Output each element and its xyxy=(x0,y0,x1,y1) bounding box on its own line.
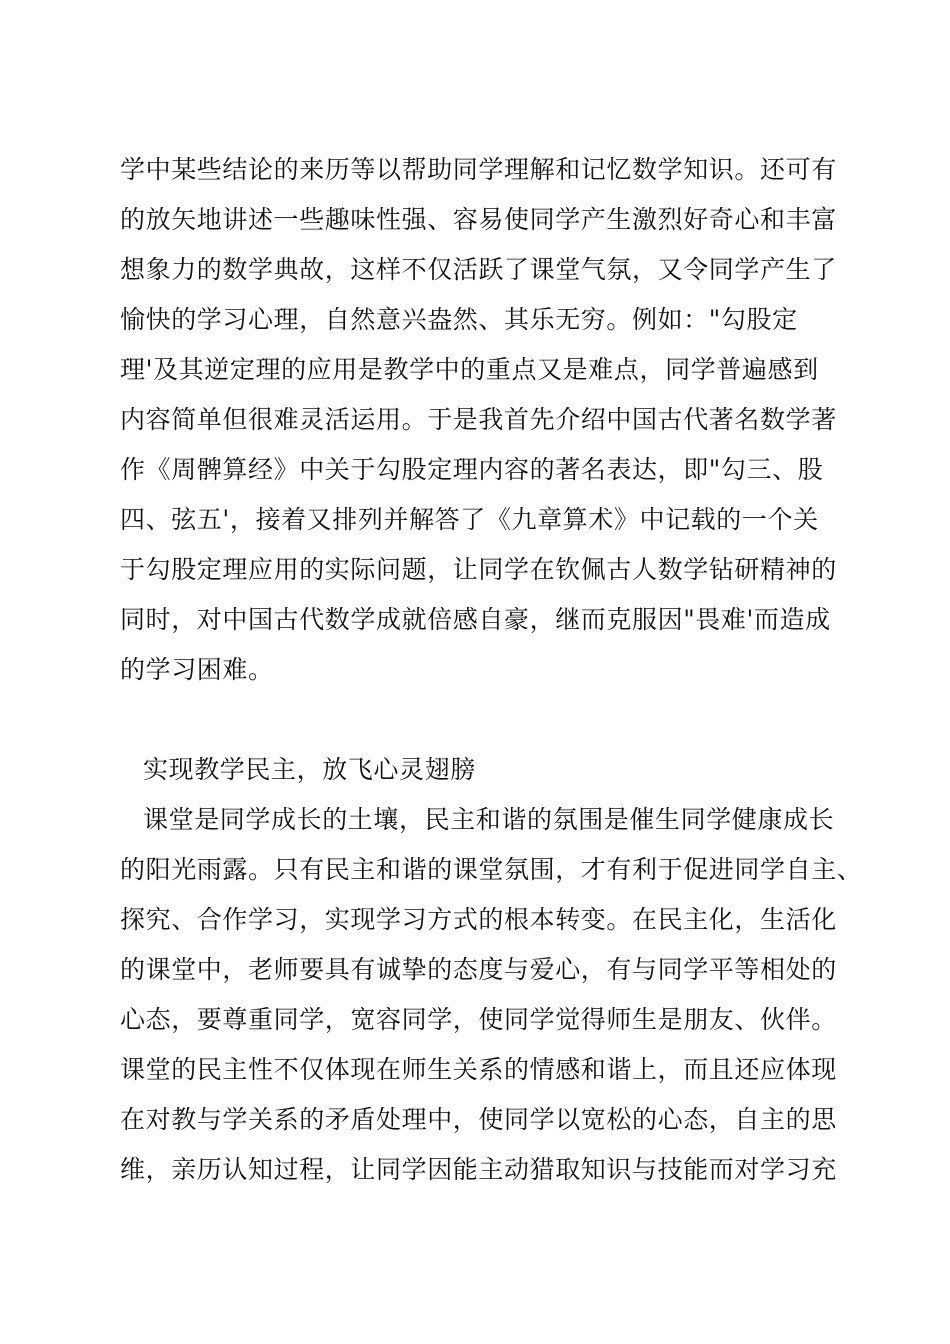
paragraph-line: 学中某些结论的来历等以帮助同学理解和记忆数学知识。还可有 xyxy=(120,155,837,184)
paragraph-line: 的放矢地讲述一些趣味性强、容易使同学产生激烈好奇心和丰富 xyxy=(120,205,837,234)
paragraph-line: 在对教与学关系的矛盾处理中，使同学以宽松的心态，自主的思 xyxy=(120,1105,837,1134)
section-heading: 实现教学民主，放飞心灵翅膀 xyxy=(143,755,476,784)
paragraph-line: 维，亲历认知过程，让同学因能主动猎取知识与技能而对学习充 xyxy=(120,1155,837,1184)
paragraph-line: 四、弦五'，接着又排列并解答了《九章算术》中记载的一个关 xyxy=(120,505,819,534)
paragraph-line: 课堂的民主性不仅体现在师生关系的情感和谐上，而且还应体现 xyxy=(120,1055,837,1084)
paragraph-line: 作《周髀算经》中关于勾股定理内容的著名表达，即"勾三、股 xyxy=(120,455,824,484)
paragraph-line: 想象力的数学典故，这样不仅活跃了课堂气氛，又令同学产生了 xyxy=(120,255,837,284)
paragraph-line: 愉快的学习心理，自然意兴盎然、其乐无穷。例如："勾股定 xyxy=(120,305,798,334)
paragraph-line: 内容简单但很难灵活运用。于是我首先介绍中国古代著名数学著 xyxy=(120,405,837,434)
paragraph-line: 的阳光雨露。只有民主和谐的课堂氛围，才有利于促进同学自主、 xyxy=(120,855,863,884)
paragraph-line: 于勾股定理应用的实际问题，让同学在钦佩古人数学钻研精神的 xyxy=(120,555,837,584)
paragraph-line: 心态，要尊重同学，宽容同学，使同学觉得师生是朋友、伙伴。 xyxy=(120,1005,837,1034)
paragraph-line: 课堂是同学成长的土壤，民主和谐的氛围是催生同学健康成长 xyxy=(143,805,835,834)
paragraph-line: 探究、合作学习，实现学习方式的根本转变。在民主化，生活化 xyxy=(120,905,837,934)
paragraph-line: 同时，对中国古代数学成就倍感自豪，继而克服因"畏难'而造成 xyxy=(120,605,831,634)
paragraph-line: 的学习困难。 xyxy=(120,655,274,684)
paragraph-line: 理'及其逆定理的应用是教学中的重点又是难点，同学普遍感到 xyxy=(120,355,819,384)
paragraph-line: 的课堂中，老师要具有诚挚的态度与爱心，有与同学平等相处的 xyxy=(120,955,837,984)
